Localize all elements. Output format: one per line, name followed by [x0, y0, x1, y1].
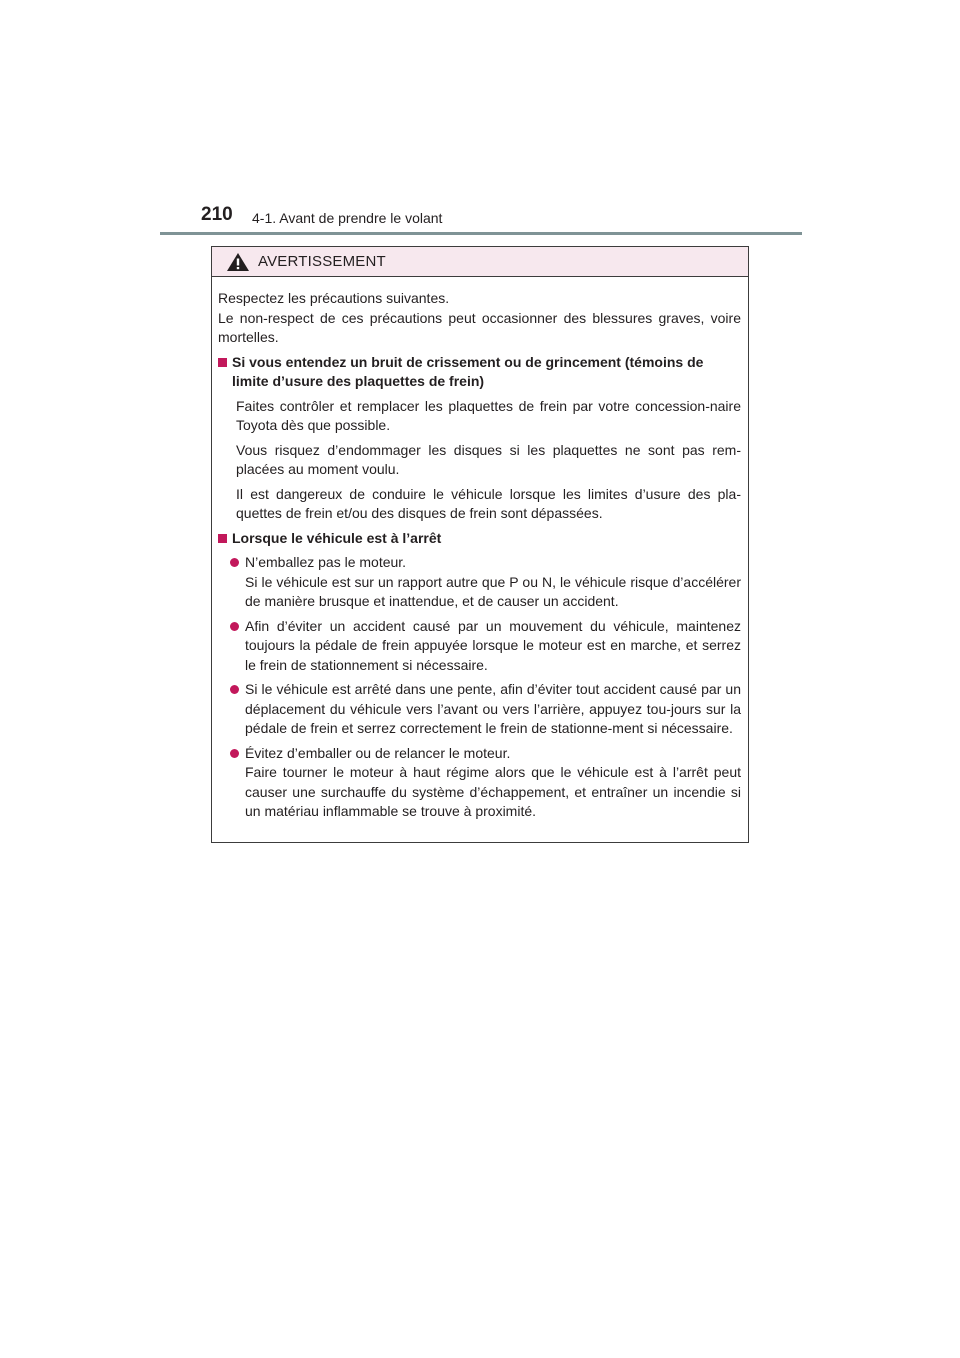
warning-triangle-icon — [226, 252, 250, 272]
round-bullet-icon — [230, 749, 239, 758]
round-bullet-icon — [230, 622, 239, 631]
paragraph: Vous risquez d’endommager les disques si les plaquettes ne sont pas rem-placées au moment voulu. — [236, 441, 741, 477]
intro-line: Respectez les précautions suivantes. — [218, 290, 450, 306]
square-bullet-icon — [218, 358, 227, 367]
section-heading-text: Lorsque le véhicule est à l’arrêt — [232, 529, 442, 546]
page-number: 210 — [201, 204, 233, 225]
list-item — [230, 744, 741, 822]
warning-title: AVERTISSEMENT — [258, 253, 386, 270]
section-title: 4-1. Avant de prendre le volant — [252, 210, 443, 226]
warning-header — [212, 247, 748, 277]
section-heading — [218, 529, 741, 549]
warning-body — [212, 277, 748, 822]
round-bullet-icon — [230, 558, 239, 567]
intro-paragraph — [218, 289, 741, 348]
list-item — [230, 617, 741, 676]
round-bullet-icon — [230, 685, 239, 694]
list-item-text: Si le véhicule est sur un rapport autre que P ou N, le véhicule risque d’accélérer de manière brusque et inattendue, et de causer un accident. — [245, 573, 741, 609]
list-item-text: Si le véhicule est arrêté dans une pente, afin d’éviter tout accident causé par un déplacement du véhicule vers l’avant ou vers l’arrière, appuyez tou-jours sur la pédale de frein et serrez correctement le frein de stationne-ment si nécessaire. — [245, 681, 741, 736]
list-item-text: Faire tourner le moteur à haut régime alors que le véhicule est à l’arrêt peut causer une surchauffe du système d’échappement, et entraîner un incendie si un matériau inflammable se trouve à proximité. — [245, 764, 741, 819]
list-item-text: N’emballez pas le moteur. — [245, 554, 407, 570]
list-item-text: Évitez d’emballer ou de relancer le moteur. — [245, 744, 511, 761]
header-rule — [160, 232, 802, 235]
intro-line: Le non-respect de ces précautions peut occasionner des blessures graves, voire mortelles. — [218, 309, 741, 345]
section-heading — [218, 353, 741, 392]
square-bullet-icon — [218, 534, 227, 543]
section-heading-text: Si vous entendez un bruit de crissement ou de grincement (témoins de limite d’usure des plaquettes de frein) — [232, 353, 704, 389]
list-item — [230, 680, 741, 739]
list-item — [230, 553, 741, 612]
list-item-text: Afin d’éviter un accident causé par un mouvement du véhicule, maintenez toujours la pédale de frein appuyée lorsque le moteur est en marche, et serrez le frein de stationnement si nécessaire. — [245, 617, 741, 673]
paragraph: Faites contrôler et remplacer les plaquettes de frein par votre concession-naire Toyota dès que possible. — [236, 397, 741, 433]
paragraph: Il est dangereux de conduire le véhicule lorsque les limites d’usure des pla-quettes de frein et/ou des disques de frein sont dépassées. — [236, 485, 741, 521]
page-header — [160, 204, 800, 234]
warning-box — [211, 246, 749, 843]
